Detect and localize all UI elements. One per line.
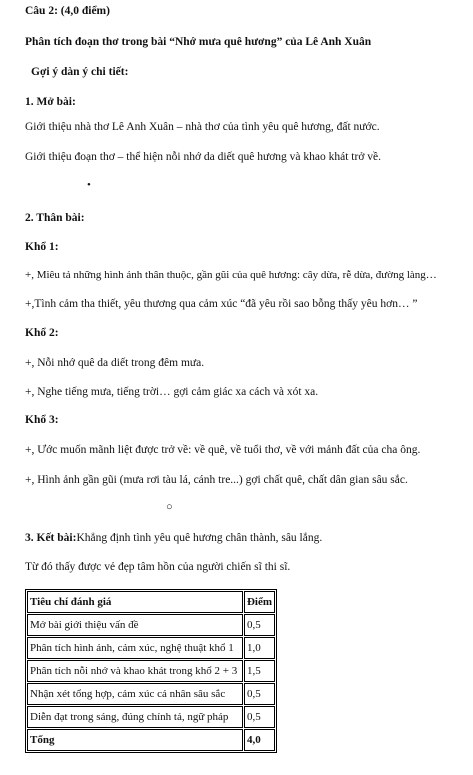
grading-table <box>25 589 277 753</box>
conclusion-line-2: Từ đó thấy được vẻ đẹp tâm hồn của người chiến sĩ thi sĩ. <box>25 561 291 573</box>
table-total-row <box>27 729 275 751</box>
table-row <box>27 706 275 728</box>
stanza-2-line-2: +, Nghe tiếng mưa, tiếng trời… gợi cảm giác xa cách và xót xa. <box>25 386 319 398</box>
body-title: 2. Thân bài: <box>25 212 85 224</box>
table-row <box>27 660 275 682</box>
intro-line-1: Giới thiệu nhà thơ Lê Anh Xuân – nhà thơ của tình yêu quê hương, đất nước. <box>25 121 380 133</box>
stanza-1-line-2: +,Tình cảm tha thiết, yêu thương qua cảm xúc “đã yêu rồi sao bỗng thấy yêu hơn… ” <box>25 298 418 310</box>
bullet-dot: • <box>87 179 91 191</box>
stanza-3-line-1: +, Ước muốn mãnh liệt được trở về: về quê, về tuổi thơ, về với mảnh đất của cha ông. <box>25 444 421 456</box>
stanza-3-title: Khổ 3: <box>25 414 59 426</box>
question-heading: Câu 2: (4,0 điểm) <box>25 5 110 17</box>
header-criteria: Tiêu chí đánh giá <box>27 591 243 613</box>
stanza-2-line-1: +, Nỗi nhớ quê da diết trong đêm mưa. <box>25 357 205 369</box>
score-cell: 1,0 <box>244 637 275 659</box>
conclusion-line <box>25 531 322 545</box>
intro-line-2: Giới thiệu đoạn thơ – thể hiện nỗi nhớ da diết quê hương và khao khát trở về. <box>25 151 382 163</box>
conclusion-title: 3. Kết bài: <box>25 532 77 544</box>
score-cell: 0,5 <box>244 706 275 728</box>
intro-title: 1. Mở bài: <box>25 96 76 108</box>
criteria-cell: Nhận xét tổng hợp, cảm xúc cá nhân sâu sắc <box>27 683 243 705</box>
table-row <box>27 614 275 636</box>
conclusion-text: Khẳng định tình yêu quê hương chân thành, sâu lắng. <box>76 532 323 544</box>
criteria-cell: Phân tích hình ảnh, cảm xúc, nghệ thuật khổ 1 <box>27 637 243 659</box>
outline-title: Gợi ý dàn ý chi tiết: <box>31 66 129 78</box>
criteria-cell: Phân tích nỗi nhớ và khao khát trong khổ 2 + 3 <box>27 660 243 682</box>
total-label: Tổng <box>27 729 243 751</box>
score-cell: 0,5 <box>244 683 275 705</box>
stanza-2-title: Khổ 2: <box>25 327 59 339</box>
total-score: 4,0 <box>244 729 275 751</box>
table-header-row <box>27 591 275 613</box>
score-cell: 0,5 <box>244 614 275 636</box>
stanza-1-line-1: +, Miêu tả những hình ảnh thân thuộc, gần gũi của quê hương: cây dừa, rễ dừa, đường làng… <box>25 269 437 281</box>
stanza-3-line-2: +, Hình ảnh gần gũi (mưa rơi tàu lá, cánh tre...) gợi chất quê, chất dân gian sâu sắc. <box>25 474 408 486</box>
criteria-cell: Diễn đạt trong sáng, đúng chính tả, ngữ pháp <box>27 706 243 728</box>
header-score: Điểm <box>244 591 275 613</box>
bullet-circle: ○ <box>166 501 173 513</box>
criteria-cell: Mở bài giới thiệu vấn đề <box>27 614 243 636</box>
score-cell: 1,5 <box>244 660 275 682</box>
question-prompt: Phân tích đoạn thơ trong bài “Nhớ mưa quê hương” của Lê Anh Xuân <box>25 36 372 48</box>
stanza-1-title: Khổ 1: <box>25 241 59 253</box>
table-row <box>27 683 275 705</box>
table-row <box>27 637 275 659</box>
